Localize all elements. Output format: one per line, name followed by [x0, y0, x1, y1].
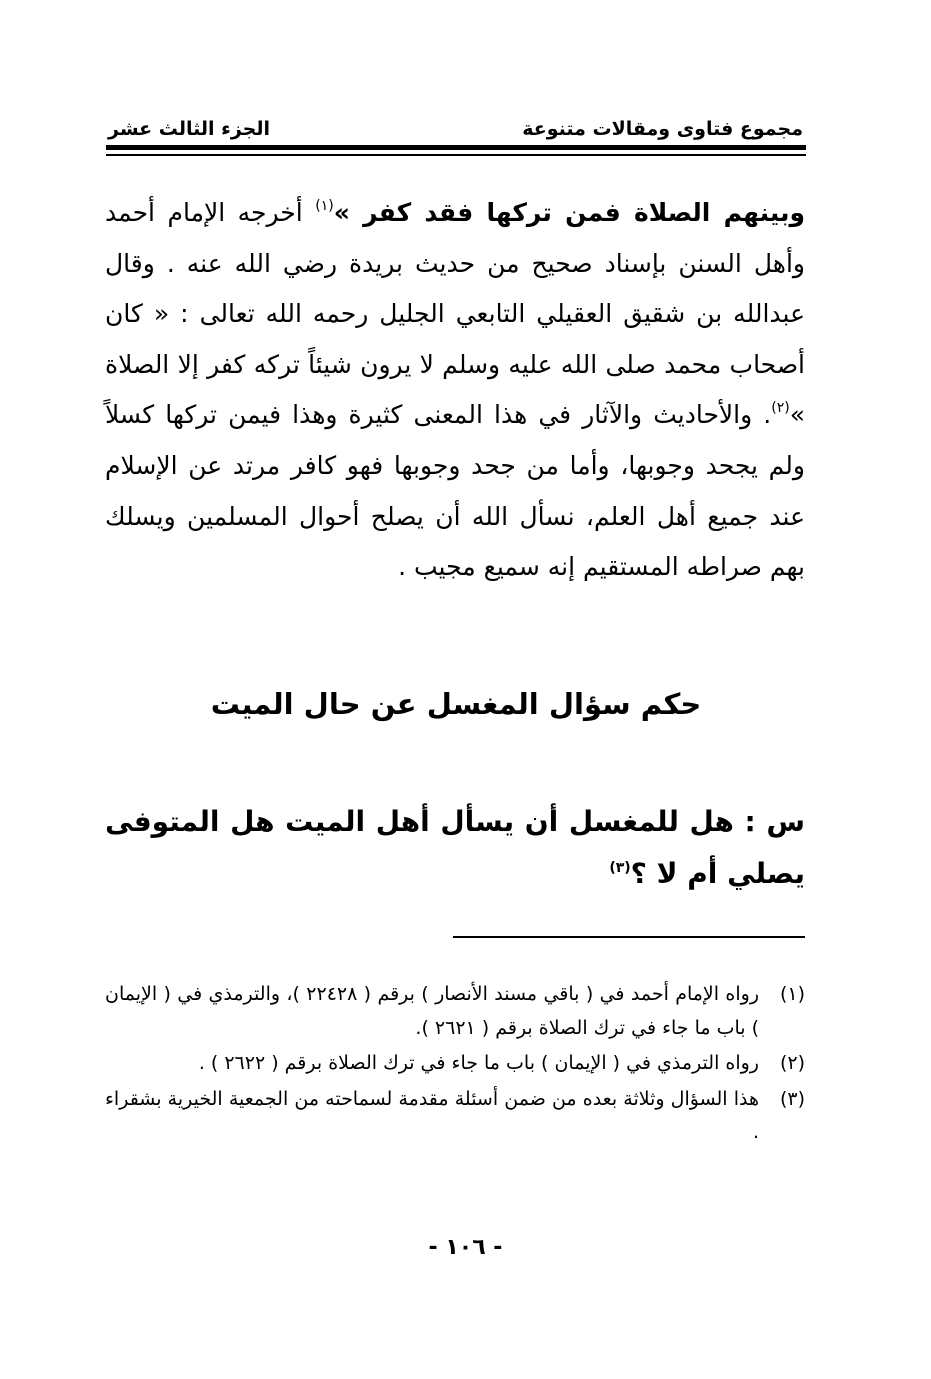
- question-text: س : هل للمغسل أن يسأل أهل الميت هل المتوفى يصلي أم لا ؟: [105, 805, 805, 890]
- footnote-text: رواه الإمام أحمد في ( باقي مسند الأنصار ) برقم ( ٢٢٤٢٨ )، والترمذي في ( الإيمان ) باب ما جاء في ترك الصلاة برقم ( ٢٦٢١ ).: [105, 983, 759, 1039]
- section-heading: حكم سؤال المغسل عن حال الميت: [210, 687, 702, 721]
- volume-label: الجزء الثالث عشر: [108, 118, 271, 140]
- footnotes: [105, 978, 805, 1152]
- footnote-ref-1[interactable]: (١): [315, 198, 334, 214]
- footnote-number: (١): [779, 983, 805, 1005]
- book-title: مجموع فتاوى ومقالات متنوعة: [522, 118, 803, 140]
- footnote-separator: [453, 936, 805, 938]
- page-number: - ١٠٦ -: [428, 1235, 503, 1260]
- footnote-text: رواه الترمذي في ( الإيمان ) باب ما جاء في ترك الصلاة برقم ( ٢٦٢٢ ) .: [198, 1052, 759, 1074]
- header-rule-thick: [106, 145, 806, 150]
- footnote-text: هذا السؤال وثلاثة بعده من ضمن أسئلة مقدمة لسماحته من الجمعية الخيرية بشقراء .: [105, 1087, 759, 1143]
- header-rule-thin: [106, 154, 806, 156]
- hadith-quote: وبينهم الصلاة فمن تركها فقد كفر »: [333, 198, 806, 227]
- footnote-item: [105, 1083, 805, 1150]
- paragraph-part-2: . والأحاديث والآثار في هذا المعنى كثيرة وهذا فيمن تركها كسلاً ولم يجحد وجوبها، وأما من جحد وجوبها فهو كافر مرتد عن الإسلام عند جميع أهل العلم، نسأل الله أن يصلح أحوال المسلمين ويسلك بهم صراطه المستقيم إنه سميع مجيب .: [105, 400, 805, 582]
- question-block: [105, 796, 805, 900]
- footnote-item: [105, 978, 805, 1045]
- main-paragraph: [105, 188, 805, 593]
- footnote-number: (٢): [779, 1052, 805, 1074]
- footnote-number: (٣): [779, 1087, 805, 1110]
- footnote-ref-3[interactable]: (٣): [609, 860, 631, 876]
- footnote-item: [105, 1047, 805, 1081]
- paragraph-part-1: أخرجه الإمام أحمد وأهل السنن بإسناد صحيح من حديث بريدة رضي الله عنه . وقال عبدالله بن شقيق العقيلي التابعي الجليل رحمه الله تعالى : « كان أصحاب محمد صلى الله عليه وسلم لا يرون شيئاً تركه كفر إلا الصلاة »: [105, 198, 805, 430]
- footnote-ref-2[interactable]: (٢): [771, 400, 790, 417]
